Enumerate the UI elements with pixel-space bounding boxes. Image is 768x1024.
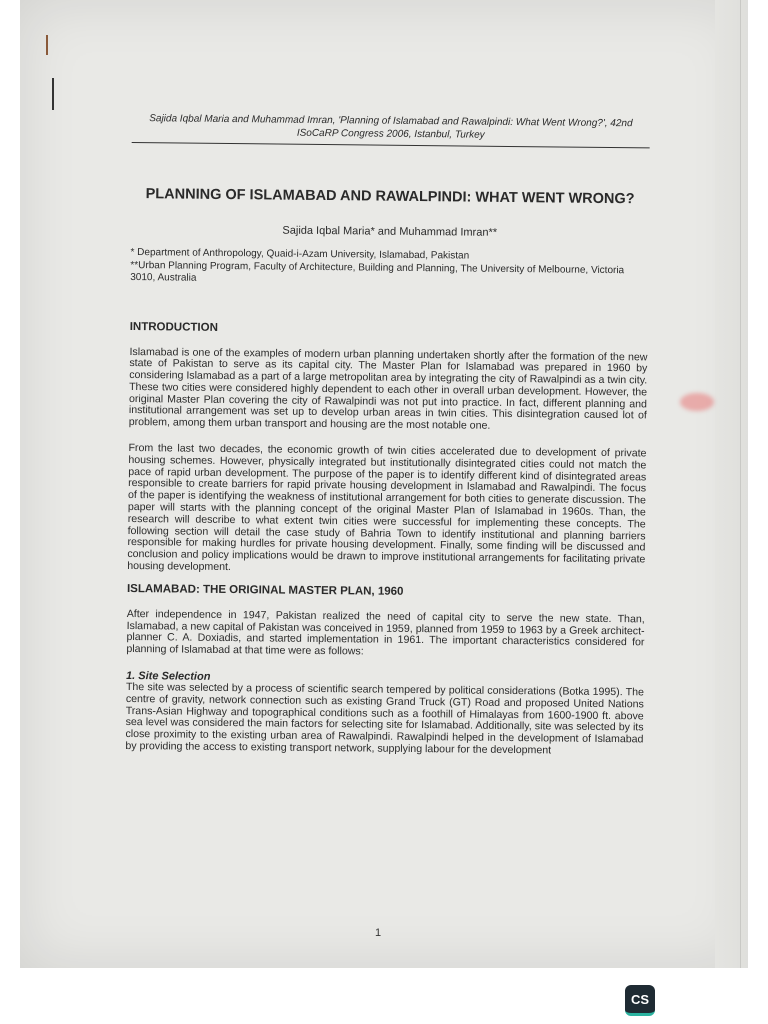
- affiliations: [130, 247, 648, 290]
- camscanner-logo-icon: CS: [625, 985, 655, 1016]
- page-edge-right: [715, 0, 748, 968]
- master-plan-paragraph-1: After independence in 1947, Pakistan realized the need of capital city to serve the new state. Than, Islamabad, a new capital of Pakistan was conceived in 1959, planned from 1959 to 1963 by a Greek architect-planner C. A. Doxiadis, and started implementation in 1961. The important characteristics considered for planning of Islamabad at that time were as follows:: [126, 607, 645, 658]
- page-number: 1: [375, 927, 382, 939]
- page-edge-line: [740, 0, 741, 968]
- stain-mark: [680, 393, 714, 411]
- section-heading-master-plan: ISLAMABAD: THE ORIGINAL MASTER PLAN, 1960: [126, 582, 404, 598]
- header-citation: Sajida Iqbal Maria and Muhammad Imran, 'Planning of Islamabad and Rawalpindi: What Went Wrong?', 42nd ISoCaRP Congress 2006, Istanbul, Turkey: [132, 112, 650, 148]
- pen-mark: [52, 78, 54, 110]
- authors-line: Sajida Iqbal Maria* and Muhammad Imran**: [282, 224, 498, 239]
- document-page: [125, 112, 650, 758]
- document-title: PLANNING OF ISLAMABAD AND RAWALPINDI: WHAT WENT WRONG?: [145, 186, 635, 208]
- affiliation-2: **Urban Planning Program, Faculty of Architecture, Building and Planning, The University of Melbourne, Victoria 3010, Australia: [130, 259, 625, 284]
- intro-paragraph-1: Islamabad is one of the examples of modern urban planning undertaken shortly after the formation of the new state of Pakistan to serve as its capital city. The Master Plan for Islamabad was prepared in 1960 by considering Islamabad as a part of a large metropolitan area by integrating the city of Rawalpindi as a twin city. These two cities were considered highly dependent to each other in overall urban development. However, the original Master Plan covering the city of Rawalpindi was not put into practice. In fact, different planning and institutional arrangement was set up to develop urban areas in twin cities. This disintegration caused lot of problem, among them urban transport and housing are the most notable one.: [128, 345, 648, 433]
- affiliation-1: * Department of Anthropology, Quaid-i-Azam University, Islamabad, Pakistan: [130, 246, 470, 262]
- pen-mark-small: [46, 35, 48, 55]
- section-heading-introduction: INTRODUCTION: [129, 320, 218, 334]
- site-selection-paragraph: The site was selected by a process of scientific search tempered by political considerations (Botka 1995). The centre of gravity, network connection such as existing Grand Truck (GT) Road and proposed United Nations Trans-Asian Highway and topographical conditions such as a foothill of Himalayas from 1600-1900 ft. above sea level was considered the main factors for selecting site for Islamabad. Additionally, site was selected by its close proximity to the existing urban area of Rawalpindi. Rawalpindi helped in the development of Islamabad by providing the access to existing transport network, supplying labour for the development: [125, 681, 645, 757]
- subsection-heading-site-selection: 1. Site Selection: [126, 670, 211, 683]
- intro-paragraph-2: From the last two decades, the economic growth of twin cities accelerated due to development of private housing schemes. However, physically integrated but institutionally disintegrated cities could not match the pace of rapid urban development. The purpose of the paper is to identify different kind of disintegrated areas responsible to create barriers for rapid private housing development in Islamabad and Rawalpindi. The focus of the paper is identifying the weakness of institutional arrangement for both cities to generate discussion. The paper will starts with the planning concept of the original Master Plan of Islamabad in 1960s. Than, the research will describe to what extent twin cities were successful for implementing these concepts. The following section will detail the case study of Bahria Town to identify institutional and planning barriers responsible for making hurdles for private housing development. Finally, some finding will be discussed and conclusion and policy implications would be drawn to improve institutional arrangements for facilitating private housing development.: [127, 442, 647, 574]
